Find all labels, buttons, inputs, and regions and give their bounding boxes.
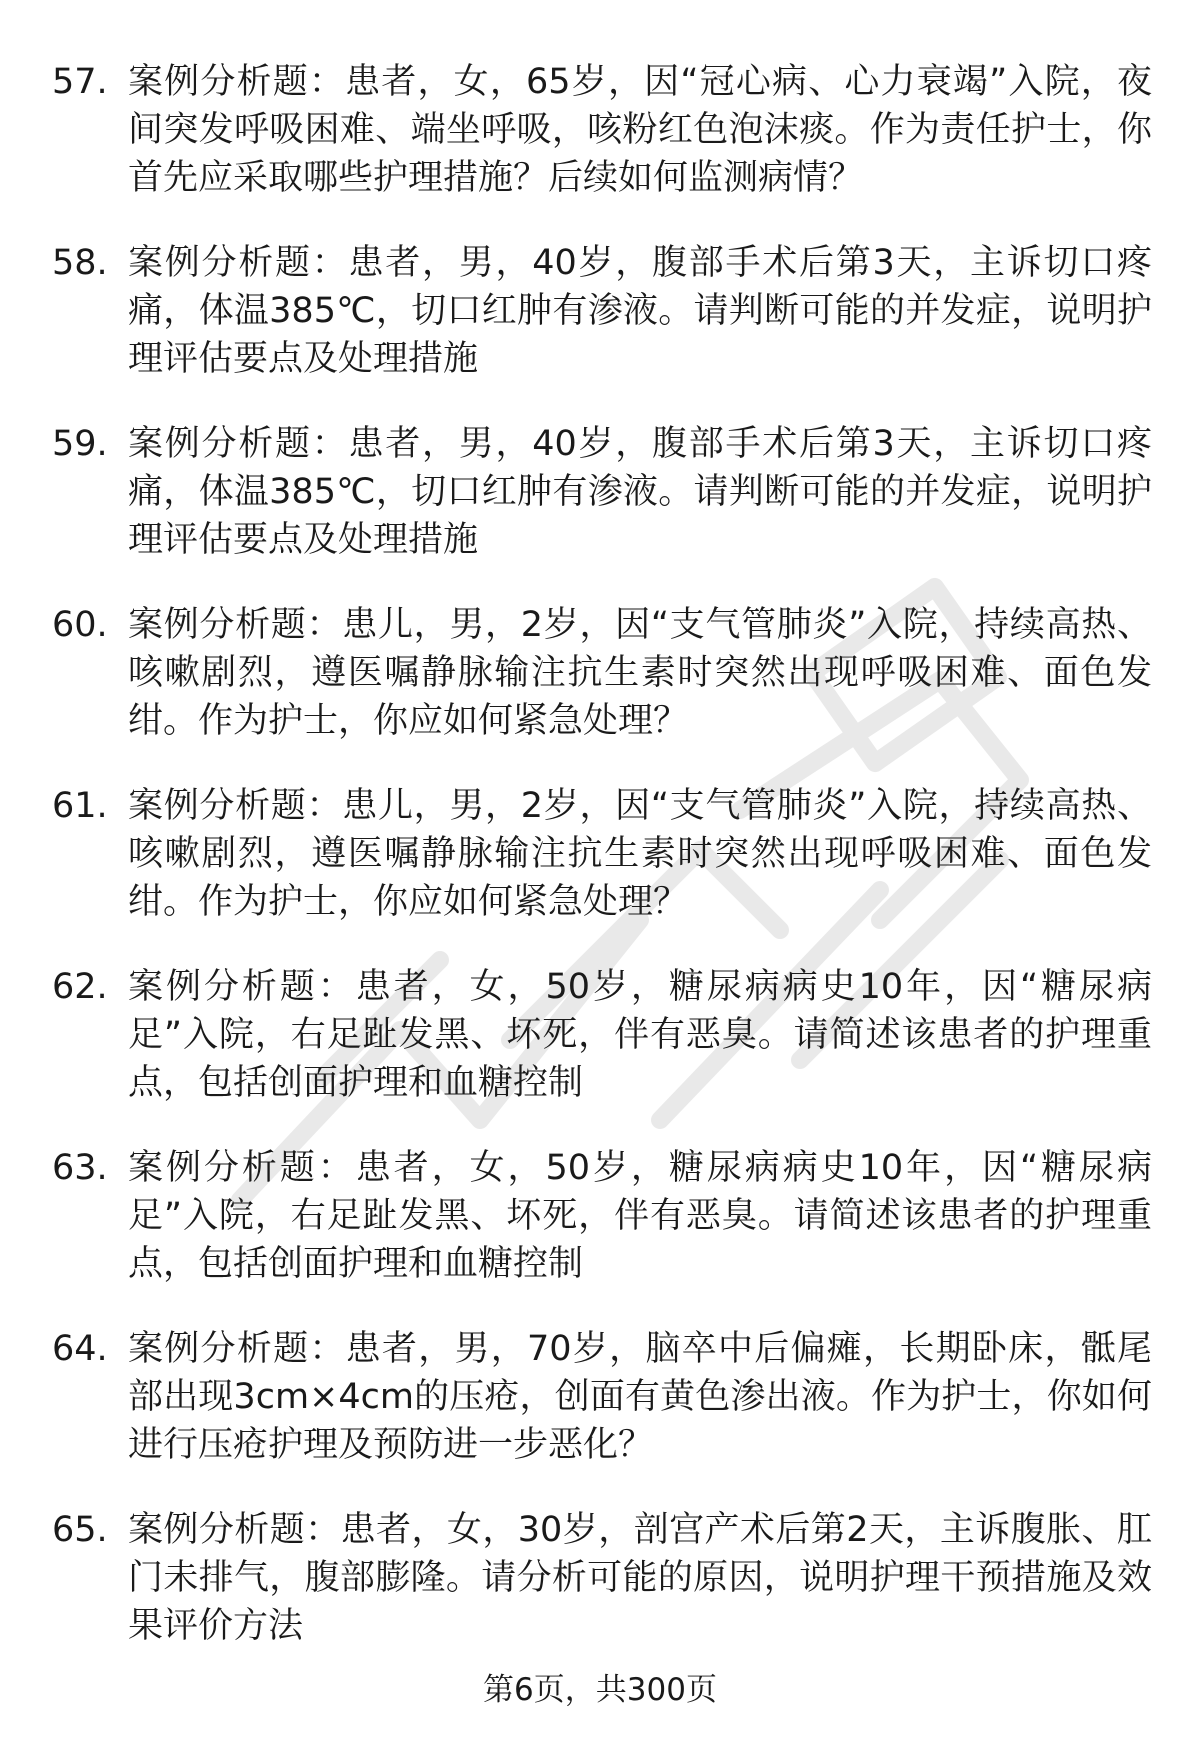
question-item-65 (52, 1506, 1152, 1650)
question-text: 案例分析题：患者，女，50岁，糖尿病病史10年，因“糖尿病足”入院，右足趾发黑、坏死，伴有恶臭。请简述该患者的护理重点，包括创面护理和血糖控制 (128, 1148, 1152, 1284)
question-item-60 (52, 601, 1152, 745)
question-item-63 (52, 1144, 1152, 1288)
question-text: 案例分析题：患者，男，70岁，脑卒中后偏瘫，长期卧床，骶尾部出现3cm×4cm的压疮，创面有黄色渗出液。作为护士，你如何进行压疮护理及预防进一步恶化？ (128, 1329, 1152, 1465)
question-number: 64. (52, 1329, 108, 1369)
question-text: 案例分析题：患儿，男，2岁，因“支气管肺炎”入院，持续高热、咳嗽剧烈，遵医嘱静脉输注抗生素时突然出现呼吸困难、面色发绀。作为护士，你应如何紧急处理？ (128, 786, 1152, 922)
question-text: 案例分析题：患者，男，40岁，腹部手术后第3天，主诉切口疼痛，体温385℃，切口红肿有渗液。请判断可能的并发症，说明护理评估要点及处理措施 (128, 243, 1152, 379)
question-text: 案例分析题：患者，女，50岁，糖尿病病史10年，因“糖尿病足”入院，右足趾发黑、坏死，伴有恶臭。请简述该患者的护理重点，包括创面护理和血糖控制 (128, 967, 1152, 1103)
question-item-64 (52, 1325, 1152, 1469)
question-number: 62. (52, 967, 108, 1007)
question-number: 65. (52, 1510, 108, 1550)
question-number: 60. (52, 605, 108, 645)
question-number: 63. (52, 1148, 108, 1188)
question-item-57 (52, 58, 1152, 202)
question-item-59 (52, 420, 1152, 564)
question-number: 59. (52, 424, 108, 464)
question-number: 61. (52, 786, 108, 826)
question-list (52, 58, 1152, 1687)
question-number: 58. (52, 243, 108, 283)
question-text: 案例分析题：患者，女，30岁，剖宫产术后第2天，主诉腹胀、肛门未排气，腹部膨隆。请分析可能的原因，说明护理干预措施及效果评价方法 (128, 1510, 1152, 1646)
question-item-61 (52, 782, 1152, 926)
question-number: 57. (52, 62, 108, 102)
question-text: 案例分析题：患儿，男，2岁，因“支气管肺炎”入院，持续高热、咳嗽剧烈，遵医嘱静脉输注抗生素时突然出现呼吸困难、面色发绀。作为护士，你应如何紧急处理？ (128, 605, 1152, 741)
page-number-footer: 第6页，共300页 (483, 1672, 717, 1708)
question-text: 案例分析题：患者，男，40岁，腹部手术后第3天，主诉切口疼痛，体温385℃，切口红肿有渗液。请判断可能的并发症，说明护理评估要点及处理措施 (128, 424, 1152, 560)
question-item-58 (52, 239, 1152, 383)
question-text: 案例分析题：患者，女，65岁，因“冠心病、心力衰竭”入院，夜间突发呼吸困难、端坐呼吸，咳粉红色泡沫痰。作为责任护士，你首先应采取哪些护理措施？后续如何监测病情？ (128, 62, 1152, 198)
question-item-62 (52, 963, 1152, 1107)
